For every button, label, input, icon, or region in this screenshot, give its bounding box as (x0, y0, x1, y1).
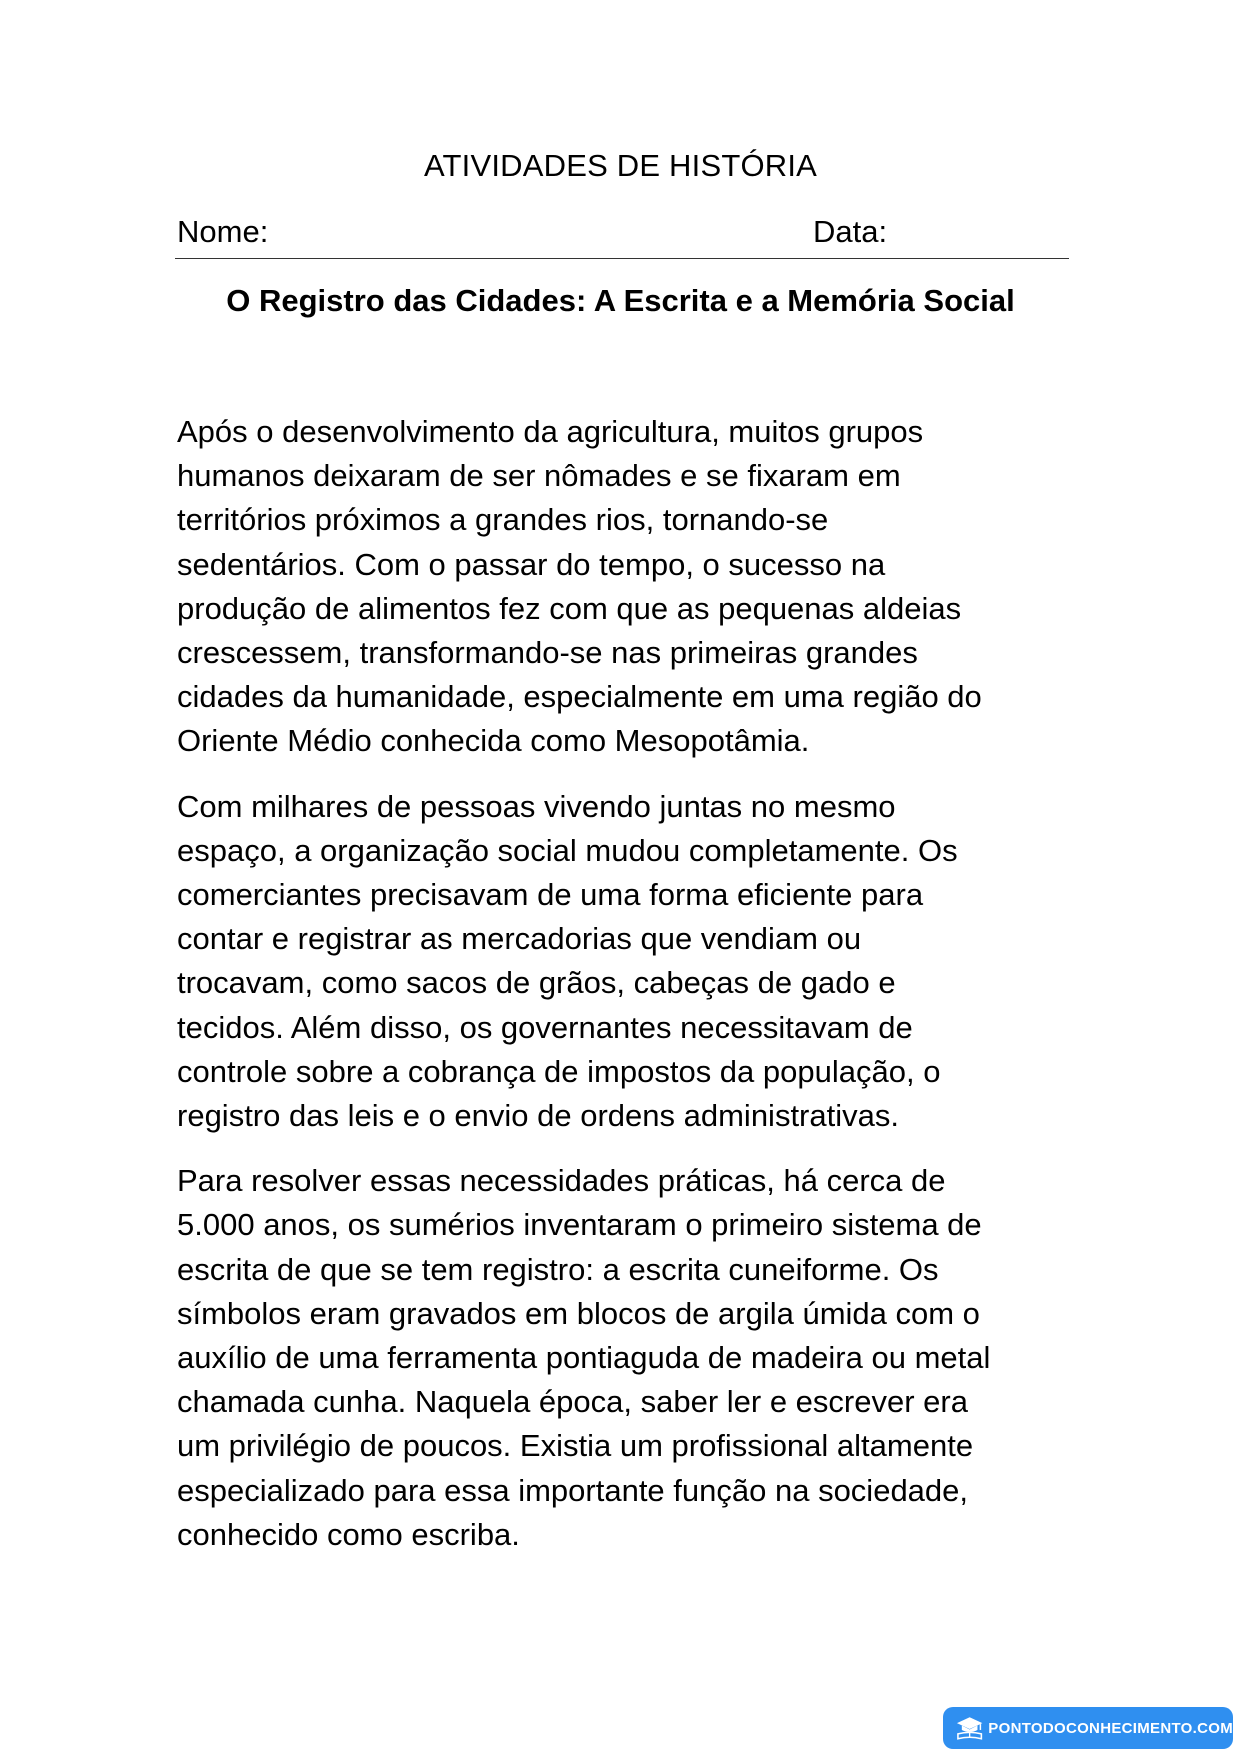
graduation-cap-book-icon (955, 1715, 984, 1741)
paragraph: Após o desenvolvimento da agricultura, muitos grupos humanos deixaram de ser nômades e se fixaram em territórios próximos a grandes rios, tornando-se sedentários. Com o passar do tempo, o sucesso na produção de alimentos fez com que as pequenas aldeias crescessem, transformando-se nas primeiras grandes cidades da humanidade, especialmente em uma região do Oriente Médio conhecida como Mesopotâmia. (177, 414, 982, 759)
paragraph: Com milhares de pessoas vivendo juntas no mesmo espaço, a organização social mudou completamente. Os comerciantes precisavam de uma forma eficiente para contar e registrar as mercadorias que vendiam ou trocavam, como sacos de grãos, cabeças de gado e tecidos. Além disso, os governantes necessitavam de controle sobre a cobrança de impostos da população, o registro das leis e o envio de ordens administrativas. (177, 788, 958, 1134)
document-body (177, 410, 1077, 1578)
header-divider (175, 258, 1069, 259)
site-logo (943, 1707, 1233, 1749)
name-field-label: Nome: (177, 214, 269, 249)
logo-text: PONTODOCONHECIMENTO.COM (988, 1719, 1233, 1737)
student-fields (177, 212, 1069, 252)
date-field-label: Data: (813, 214, 888, 249)
worksheet-header-title: ATIVIDADES DE HISTÓRIA (423, 148, 818, 183)
paragraph: Para resolver essas necessidades práticas, há cerca de 5.000 anos, os sumérios inventaram o primeiro sistema de escrita de que se tem registro: a escrita cuneiforme. Os símbolos eram gravados em blocos de argila úmida com o auxílio de uma ferramenta pontiaguda de madeira ou metal chamada cunha. Naquela época, saber ler e escrever era um privilégio de poucos. Existia um profissional altamente especializado para essa importante função na sociedade, conhecido como escriba. (177, 1163, 991, 1552)
document-title: O Registro das Cidades: A Escrita e a Memória Social (226, 283, 1015, 318)
